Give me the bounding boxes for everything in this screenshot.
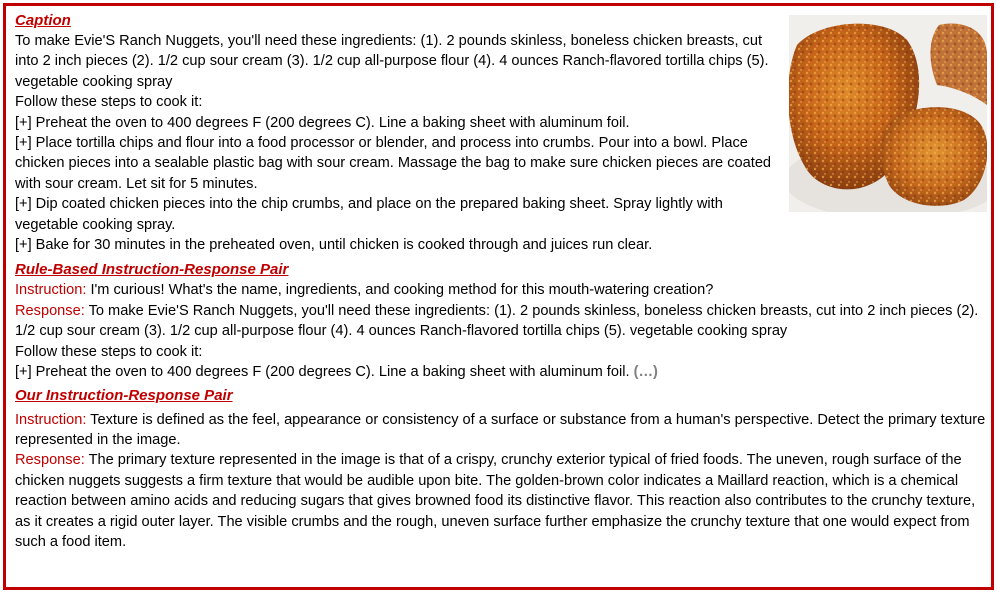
ours-response-label: Response:: [15, 452, 85, 469]
caption-step-2: [+] Place tortilla chips and flour into a food processor or blender, and process into crumbs. Pour into a bowl. Place chicken pieces into a sealable plastic bag with sour cream. Massage the bag to make sure chicken pieces are coated with sour cream. Let sit for 5 minutes.: [15, 135, 772, 192]
figure-frame: [3, 3, 994, 590]
rule-based-instruction-label: Instruction:: [15, 282, 87, 299]
ours-section: [15, 385, 987, 553]
rule-based-step: [15, 362, 987, 382]
caption-section: [15, 10, 987, 255]
ours-instruction: [15, 410, 987, 451]
rule-based-response-label: Response:: [15, 302, 85, 319]
ours-instruction-text: Texture is defined as the feel, appearance or consistency of a surface or substance from a human's perspective. Detect the primary texture represented in the image.: [15, 411, 986, 448]
caption-step-3: [+] Dip coated chicken pieces into the chip crumbs, and place on the prepared baking sheet. Spray lightly with vegetable cooking spray.: [15, 196, 723, 233]
ours-instruction-label: Instruction:: [15, 411, 87, 428]
caption-intro: To make Evie'S Ranch Nuggets, you'll need these ingredients: (1). 2 pounds skinless, boneless chicken breasts, cut into 2 inch pieces (2). 1/2 cup sour cream (3). 1/2 cup all-purpose flour (4). 4 ounces Ranch-flavored tortilla chips (5). vegetable cooking spray: [15, 33, 769, 90]
caption-steps-intro: Follow these steps to cook it:: [15, 94, 203, 111]
caption-body: [15, 31, 785, 255]
ours-response-text: The primary texture represented in the image is that of a crispy, crunchy exterior typical of fried foods. The uneven, rough surface of the chicken nuggets suggests a firm texture that would be audible upon bite. The golden-brown color indicates a Maillard reaction, which is a chemical reaction between amino acids and reducing sugars that gives browned food its distinctive flavor. This reaction also contributes to the crunchy texture, as it creates a rigid outer layer. The visible crumbs and the rough, uneven surface further emphasize the crunchy texture that one would expect from such a food item.: [15, 452, 976, 550]
rule-based-instruction-text: I'm curious! What's the name, ingredients, and cooking method for this mouth-watering creation?: [86, 282, 714, 299]
document-body: [15, 10, 987, 552]
rule-based-heading: Rule-Based Instruction-Response Pair: [15, 261, 289, 279]
ours-heading: Our Instruction-Response Pair: [15, 386, 233, 404]
rule-based-section: [15, 259, 987, 382]
rule-based-instruction: [15, 280, 987, 300]
rule-based-steps-intro: Follow these steps to cook it:: [15, 343, 203, 360]
rule-based-step-text: [+] Preheat the oven to 400 degrees F (200 degrees C). Line a baking sheet with aluminum foil.: [15, 364, 634, 381]
caption-heading: Caption: [15, 12, 71, 29]
ours-response: [15, 450, 987, 552]
rule-based-response: [15, 301, 987, 342]
caption-step-1: [+] Preheat the oven to 400 degrees F (200 degrees C). Line a baking sheet with aluminum foil.: [15, 114, 630, 131]
rule-based-response-text: To make Evie'S Ranch Nuggets, you'll need these ingredients: (1). 2 pounds skinless, boneless chicken breasts, cut into 2 inch pieces (2). 1/2 cup sour cream (3). 1/2 cup all-purpose flour (4). 4 ounces Ranch-flavored tortilla chips (5). vegetable cooking spray: [15, 302, 979, 340]
caption-step-4: [+] Bake for 30 minutes in the preheated oven, until chicken is cooked through and juices run clear.: [15, 237, 653, 254]
rule-based-ellipsis: (…): [633, 364, 658, 381]
